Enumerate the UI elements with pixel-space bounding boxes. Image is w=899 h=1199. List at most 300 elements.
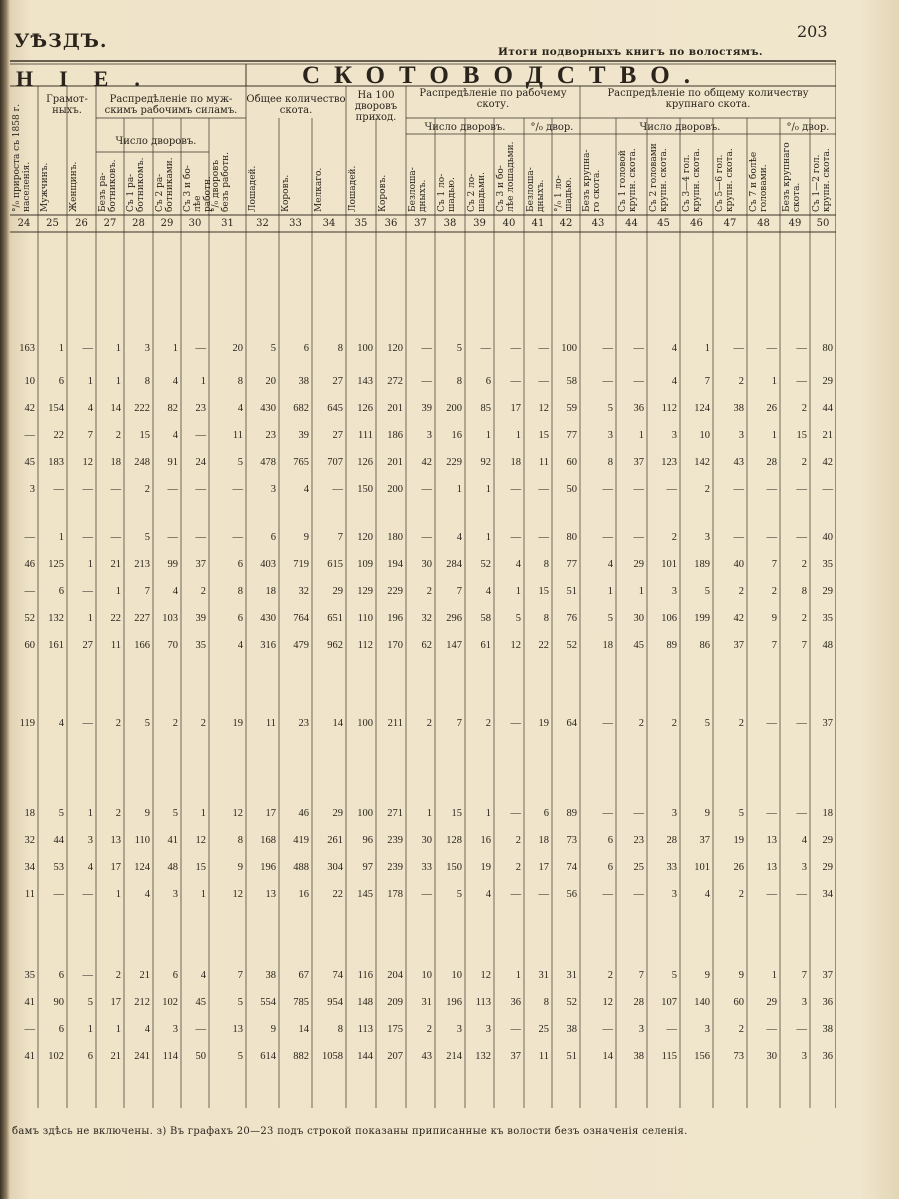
table-cell: — [538, 889, 549, 900]
column-number: 49 [788, 218, 802, 229]
table-cell: — [195, 1024, 206, 1035]
uezd-header: УѢЗДЪ. [14, 30, 108, 52]
table-cell: 1 [515, 970, 521, 981]
table-cell: 5 [456, 343, 462, 354]
table-cell: 38 [733, 403, 744, 414]
table-cell: 150 [357, 484, 373, 495]
table-cell: 2 [738, 1024, 744, 1035]
column-number: 28 [132, 218, 145, 229]
column-label: Съ 1—2 гол. крупн. скота. [812, 148, 832, 212]
column-number: 42 [559, 218, 573, 229]
table-cell: 126 [357, 403, 373, 414]
table-cell: — [538, 484, 549, 495]
column-number: 47 [723, 218, 737, 229]
table-cell: 5 [456, 889, 462, 900]
table-cell: 30 [421, 559, 432, 570]
table-cell: 39 [298, 430, 309, 441]
table-cell: 116 [357, 970, 373, 981]
table-cell: 11 [232, 430, 243, 441]
table-cell: — [796, 1024, 807, 1035]
table-cell: 31 [538, 970, 549, 981]
table-cell: 12 [232, 889, 243, 900]
table-cell: 86 [699, 640, 710, 651]
table-cell: 24 [195, 457, 206, 468]
table-cell: — [195, 343, 206, 354]
table-cell: 60 [566, 457, 577, 468]
table-cell: 42 [24, 403, 35, 414]
table-cell: 41 [24, 997, 35, 1008]
table-cell: — [480, 343, 491, 354]
table-cell: 6 [58, 586, 64, 597]
table-cell: 27 [82, 640, 93, 651]
table-cell: 186 [387, 430, 403, 441]
column-number: 44 [625, 218, 638, 229]
table-cell: 3 [172, 1024, 178, 1035]
column-number: 45 [657, 218, 670, 229]
table-cell: 954 [327, 997, 343, 1008]
table-cell: 74 [332, 970, 343, 981]
column-label: Съ 1 головой крупн. скота. [618, 148, 638, 212]
table-cell: — [602, 718, 613, 729]
table-cell: 3 [671, 889, 677, 900]
table-cell: 5 [607, 613, 613, 624]
table-cell: 272 [387, 376, 403, 387]
table-cell: 48 [167, 862, 178, 873]
table-cell: 1 [456, 484, 462, 495]
table-cell: 39 [421, 403, 432, 414]
table-cell: 2 [738, 889, 744, 900]
table-cell: 35 [24, 970, 35, 981]
table-cell: — [602, 889, 613, 900]
table-cell: 201 [387, 457, 403, 468]
table-cell: — [421, 343, 432, 354]
table-cell: — [796, 718, 807, 729]
column-label: Съ 1 ло- шадью. [437, 173, 457, 212]
column-label: °/₀ прироста съ 1858 г. населенія. [12, 103, 32, 212]
table-cell: 18 [538, 835, 549, 846]
group-header-households-count-3: Число дворовъ. [639, 122, 721, 133]
table-cell: 11 [538, 1051, 549, 1062]
table-cell: — [332, 484, 343, 495]
column-label: Съ 5—6 гол. крупн. скота. [715, 148, 735, 212]
table-cell: 23 [633, 835, 644, 846]
table-cell: 200 [387, 484, 403, 495]
table-cell: 28 [766, 457, 777, 468]
table-cell: 85 [480, 403, 491, 414]
table-cell: 80 [822, 343, 833, 354]
column-label: Безлоша- дныхъ. [408, 167, 428, 212]
table-cell: — [510, 532, 521, 543]
table-cell: 430 [260, 403, 276, 414]
table-cell: — [510, 484, 521, 495]
table-cell: 5 [144, 718, 150, 729]
table-cell: 1 [704, 343, 710, 354]
table-cell: 2 [638, 718, 644, 729]
table-cell: 96 [362, 835, 373, 846]
table-cell: — [766, 532, 777, 543]
table-cell: 35 [822, 613, 833, 624]
table-cell: 77 [566, 559, 577, 570]
table-cell: 5 [671, 970, 677, 981]
table-cell: 4 [485, 586, 491, 597]
table-cell: 2 [115, 808, 121, 819]
column-number: 35 [354, 218, 368, 229]
table-cell: 36 [510, 997, 521, 1008]
table-cell: 2 [801, 613, 807, 624]
table-cell: — [510, 343, 521, 354]
table-cell: 16 [480, 835, 491, 846]
table-cell: 52 [480, 559, 491, 570]
table-cell: 128 [446, 835, 462, 846]
table-cell: 764 [293, 613, 309, 624]
table-cell: 9 [144, 808, 150, 819]
group-header-per-100: На 100 дворовъ приход. [354, 90, 398, 123]
table-cell: 3 [671, 586, 677, 597]
table-cell: 213 [134, 559, 150, 570]
table-cell: 5 [237, 1051, 243, 1062]
table-cell: — [510, 1024, 521, 1035]
table-cell: 18 [822, 808, 833, 819]
table-cell: — [510, 718, 521, 729]
table-cell: 44 [822, 403, 833, 414]
table-cell: — [24, 586, 35, 597]
table-cell: 212 [134, 997, 150, 1008]
table-cell: 5 [237, 997, 243, 1008]
table-cell: 32 [24, 835, 35, 846]
table-cell: 51 [566, 1051, 577, 1062]
table-cell: 5 [704, 586, 710, 597]
table-cell: — [633, 484, 644, 495]
table-cell: 107 [661, 997, 677, 1008]
table-cell: 4 [172, 586, 178, 597]
table-cell: 2 [200, 586, 206, 597]
table-cell: 59 [566, 403, 577, 414]
table-cell: — [82, 484, 93, 495]
table-cell: 9 [303, 532, 309, 543]
table-cell: 719 [293, 559, 309, 570]
table-cell: 37 [733, 640, 744, 651]
table-cell: 36 [822, 1051, 833, 1062]
table-cell: 37 [510, 1051, 521, 1062]
table-cell: 38 [822, 1024, 833, 1035]
table-cell: 46 [298, 808, 309, 819]
table-cell: 211 [387, 718, 403, 729]
table-cell: 7 [144, 586, 150, 597]
column-label: Съ 2 ло- шадьми. [467, 171, 487, 212]
table-cell: 170 [387, 640, 403, 651]
table-cell: 9 [771, 613, 777, 624]
table-cell: 271 [387, 808, 403, 819]
table-cell: 15 [139, 430, 150, 441]
table-cell: 11 [110, 640, 121, 651]
table-cell: 3 [801, 997, 807, 1008]
table-cell: 7 [237, 970, 243, 981]
table-cell: — [602, 532, 613, 543]
table-cell: 13 [110, 835, 121, 846]
table-cell: 239 [387, 862, 403, 873]
table-cell: 6 [237, 613, 243, 624]
table-cell: 29 [822, 586, 833, 597]
table-cell: 43 [421, 1051, 432, 1062]
table-cell: 1 [515, 430, 521, 441]
column-number: 26 [75, 218, 88, 229]
column-number: 32 [256, 218, 269, 229]
table-cell: — [421, 376, 432, 387]
table-cell: 1 [115, 343, 121, 354]
table-cell: 201 [387, 403, 403, 414]
table-cell: 100 [357, 718, 373, 729]
table-cell: 21 [822, 430, 833, 441]
table-cell: 3 [87, 835, 93, 846]
table-cell: 7 [456, 718, 462, 729]
table-cell: 26 [733, 862, 744, 873]
table-cell: 2 [172, 718, 178, 729]
table-cell: 38 [633, 1051, 644, 1062]
table-cell: — [796, 343, 807, 354]
table-cell: 6 [485, 376, 491, 387]
table-cell: 124 [694, 403, 710, 414]
table-cell: 11 [265, 718, 276, 729]
table-cell: 7 [801, 640, 807, 651]
table-cell: — [538, 532, 549, 543]
table-cell: 1058 [322, 1051, 343, 1062]
table-cell: 21 [139, 970, 150, 981]
table-cell: 479 [293, 640, 309, 651]
table-cell: 239 [387, 835, 403, 846]
table-cell: 119 [19, 718, 35, 729]
table-cell: 1 [87, 1024, 93, 1035]
table-cell: 5 [144, 532, 150, 543]
table-cell: 8 [543, 559, 549, 570]
table-cell: 45 [633, 640, 644, 651]
column-number: 24 [17, 218, 31, 229]
table-cell: 7 [337, 532, 343, 543]
table-cell: — [666, 484, 677, 495]
table-cell: 1 [771, 376, 777, 387]
table-cell: 12 [538, 403, 549, 414]
table-cell: 3 [671, 808, 677, 819]
column-number: 31 [221, 218, 234, 229]
table-cell: 37 [633, 457, 644, 468]
table-cell: — [53, 484, 64, 495]
table-cell: 2 [671, 532, 677, 543]
table-cell: 189 [694, 559, 710, 570]
table-cell: — [538, 376, 549, 387]
table-cell: — [232, 484, 243, 495]
table-cell: 110 [357, 613, 373, 624]
table-cell: 4 [485, 889, 491, 900]
table-cell: — [421, 484, 432, 495]
table-cell: 3 [738, 430, 744, 441]
column-label: Съ 3 и бо- лѣе лошадьми. [496, 141, 516, 212]
table-cell: 1 [87, 559, 93, 570]
table-cell: 143 [357, 376, 373, 387]
table-cell: 100 [561, 343, 577, 354]
table-cell: 8 [801, 586, 807, 597]
table-cell: 101 [661, 559, 677, 570]
table-cell: — [110, 532, 121, 543]
table-cell: 144 [357, 1051, 373, 1062]
table-cell: — [633, 808, 644, 819]
table-cell: — [796, 484, 807, 495]
table-cell: 89 [566, 808, 577, 819]
left-title: НІЕ. [16, 66, 166, 91]
table-cell: 109 [357, 559, 373, 570]
table-cell: 6 [58, 970, 64, 981]
table-cell: 2 [115, 718, 121, 729]
table-cell: — [195, 430, 206, 441]
table-cell: 34 [822, 889, 833, 900]
table-cell: — [766, 343, 777, 354]
table-cell: 6 [303, 343, 309, 354]
table-cell: 12 [82, 457, 93, 468]
table-cell: — [195, 484, 206, 495]
table-cell: 3 [456, 1024, 462, 1035]
table-cell: 229 [446, 457, 462, 468]
table-cell: — [24, 430, 35, 441]
table-cell: 214 [446, 1051, 462, 1062]
table-cell: 261 [327, 835, 343, 846]
table-cell: 1 [607, 586, 613, 597]
table-cell: 120 [357, 532, 373, 543]
table-cell: 1 [485, 532, 491, 543]
table-cell: 6 [58, 376, 64, 387]
table-cell: 43 [733, 457, 744, 468]
table-cell: 17 [110, 862, 121, 873]
table-cell: 29 [766, 997, 777, 1008]
table-cell: 284 [446, 559, 462, 570]
column-label: Безъ крупна- го скота. [582, 149, 602, 212]
table-cell: 18 [110, 457, 121, 468]
table-cell: 21 [110, 1051, 121, 1062]
table-cell: 8 [607, 457, 613, 468]
table-cell: 58 [480, 613, 491, 624]
table-cell: 227 [134, 613, 150, 624]
table-cell: 91 [167, 457, 178, 468]
table-cell: 7 [704, 376, 710, 387]
table-cell: 31 [421, 997, 432, 1008]
table-cell: 10 [699, 430, 710, 441]
table-cell: 10 [24, 376, 35, 387]
table-cell: — [82, 889, 93, 900]
table-cell: — [602, 1024, 613, 1035]
table-cell: 33 [421, 862, 432, 873]
table-cell: 163 [19, 343, 35, 354]
column-number: 46 [690, 218, 703, 229]
table-cell: 102 [48, 1051, 64, 1062]
group-header-literate: Грамот- ныхъ. [46, 94, 88, 116]
table-cell: 180 [387, 532, 403, 543]
table-cell: 18 [602, 640, 613, 651]
table-cell: 7 [638, 970, 644, 981]
table-cell: 7 [771, 559, 777, 570]
table-cell: 41 [24, 1051, 35, 1062]
column-number: 36 [384, 218, 398, 229]
table-cell: 200 [446, 403, 462, 414]
table-cell: 73 [733, 1051, 744, 1062]
table-cell: 15 [451, 808, 462, 819]
table-cell: 15 [796, 430, 807, 441]
table-cell: — [510, 808, 521, 819]
table-cell: — [195, 532, 206, 543]
column-label: Мелкаго. [314, 167, 324, 212]
table-cell: 26 [766, 403, 777, 414]
footnote: бамъ здѣсь не включены. з) Въ графахъ 20—23 подъ строкой показаны приписанные къ волости безъ означенія селенія. [12, 1126, 688, 1137]
table-cell: 45 [24, 457, 35, 468]
table-cell: 29 [822, 835, 833, 846]
table-cell: 6 [172, 970, 178, 981]
table-cell: 316 [260, 640, 276, 651]
table-cell: 52 [566, 640, 577, 651]
table-cell: 2 [801, 403, 807, 414]
table-cell: 4 [144, 1024, 150, 1035]
column-label: Съ 1 ра- ботникомъ. [126, 157, 146, 212]
table-cell: 1 [115, 376, 121, 387]
table-cell: 7 [801, 970, 807, 981]
table-cell: 3 [485, 1024, 491, 1035]
table-cell: 1 [638, 430, 644, 441]
table-cell: 42 [733, 613, 744, 624]
table-cell: 15 [538, 430, 549, 441]
table-cell: 35 [822, 559, 833, 570]
table-cell: 123 [661, 457, 677, 468]
table-cell: 1 [485, 808, 491, 819]
table-cell: 196 [260, 862, 276, 873]
table-cell: 4 [515, 559, 521, 570]
table-cell: — [602, 376, 613, 387]
table-cell: 4 [671, 343, 677, 354]
table-cell: 166 [134, 640, 150, 651]
table-cell: 22 [538, 640, 549, 651]
table-cell: 100 [357, 343, 373, 354]
column-label: Съ 2 головами крупн. скота. [649, 143, 669, 212]
table-cell: 204 [387, 970, 403, 981]
table-cell: — [82, 586, 93, 597]
table-cell: 3 [801, 1051, 807, 1062]
table-cell: 194 [387, 559, 403, 570]
table-cell: 9 [704, 808, 710, 819]
group-header-livestock-total: Общее количество скота. [246, 94, 346, 116]
table-cell: 2 [704, 484, 710, 495]
table-cell: 156 [694, 1051, 710, 1062]
table-cell: 46 [24, 559, 35, 570]
table-cell: 5 [172, 808, 178, 819]
group-header-households-count-2: Число дворовъ. [424, 122, 506, 133]
table-cell: 106 [661, 613, 677, 624]
column-number: 50 [816, 218, 830, 229]
table-cell: 112 [357, 640, 373, 651]
table-cell: 1 [200, 376, 206, 387]
table-cell: 90 [53, 997, 64, 1008]
table-cell: — [633, 532, 644, 543]
table-cell: 23 [298, 718, 309, 729]
table-cell: 1 [200, 889, 206, 900]
table-cell: 129 [357, 586, 373, 597]
table-cell: 5 [515, 613, 521, 624]
table-cell: — [633, 889, 644, 900]
table-cell: 222 [134, 403, 150, 414]
table-cell: 168 [260, 835, 276, 846]
table-cell: 554 [260, 997, 276, 1008]
table-cell: — [796, 889, 807, 900]
table-title: СКОТОВОДСТВО. [302, 62, 704, 89]
table-cell: 12 [602, 997, 613, 1008]
table-cell: — [421, 889, 432, 900]
table-cell: 3 [426, 430, 432, 441]
table-cell: 1 [172, 343, 178, 354]
table-cell: 8 [456, 376, 462, 387]
table-cell: 48 [822, 640, 833, 651]
